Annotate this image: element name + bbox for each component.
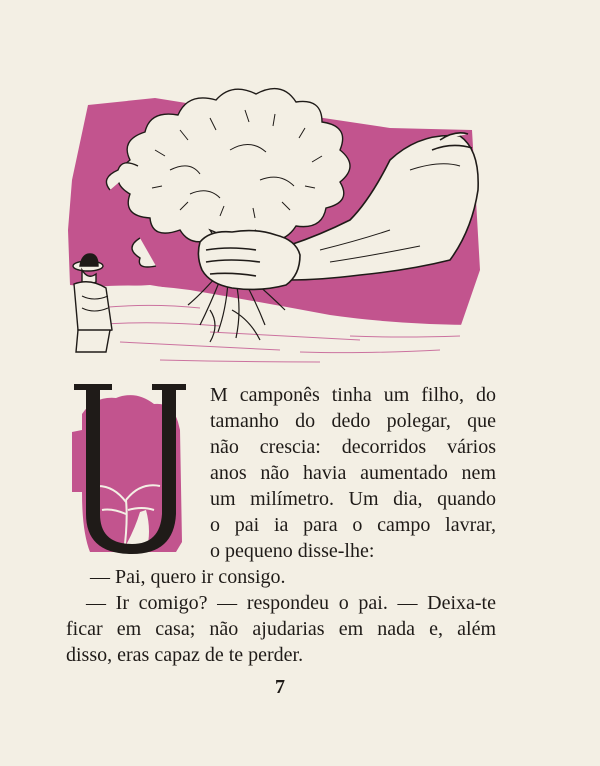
text-line: tamanho do dedo polegar, que xyxy=(210,410,496,432)
text-line: disso, eras capaz de te perder. xyxy=(66,644,304,666)
text-line: — Pai, quero ir consigo. xyxy=(90,566,286,588)
drop-cap-rest: M xyxy=(210,384,228,406)
text-line: — Ir comigo? — respondeu o pai. — Deixa-te xyxy=(86,592,496,614)
text-line: M camponês tinha um filho, do xyxy=(210,384,496,406)
text-line: ficar em casa; não ajudarias em nada e, além xyxy=(66,618,496,640)
text-line: anos não havia aumentado nem xyxy=(210,462,496,484)
text-line: o pequeno disse-lhe: xyxy=(210,540,375,562)
dialogue-paragraph-1 xyxy=(86,564,496,590)
text-line: o pai ia para o campo lavrar, xyxy=(210,514,496,536)
text-line: um milímetro. Um dia, quando xyxy=(210,488,496,510)
dialogue-paragraph-2 xyxy=(66,590,496,668)
giant-hand-holding-tree-icon xyxy=(60,70,490,370)
opening-paragraph xyxy=(210,382,496,564)
text-line: não crescia: decorridos vários xyxy=(210,436,496,458)
drop-cap-u xyxy=(68,382,196,554)
page-number: 7 xyxy=(275,676,285,698)
